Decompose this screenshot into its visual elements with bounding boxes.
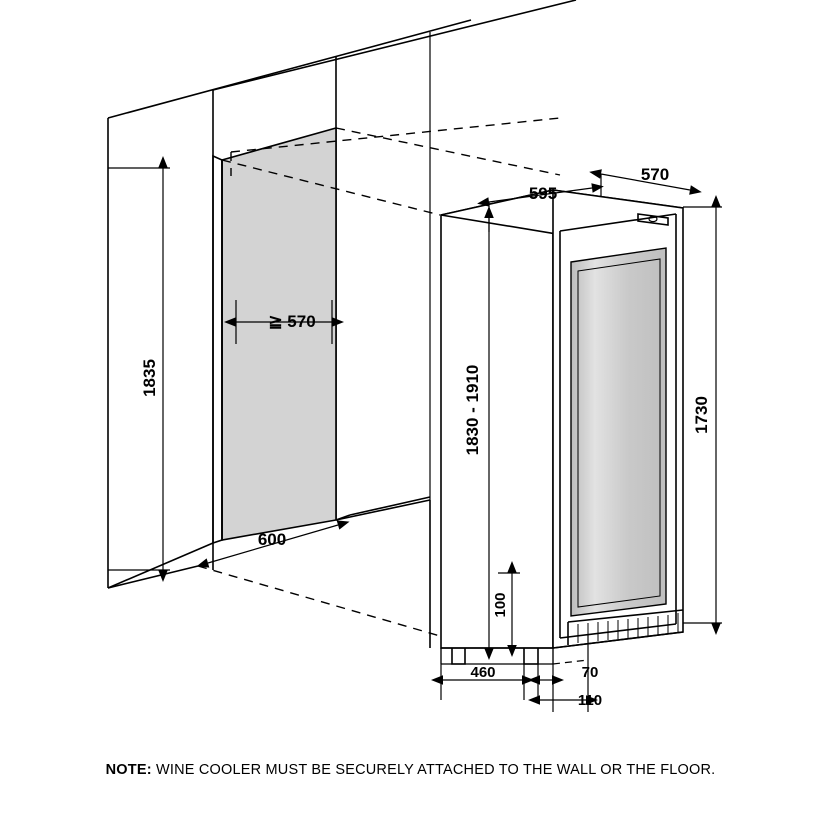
dim-label-cabinet-height: 1830 - 1910: [463, 364, 482, 456]
dim-label-foot-offset-total: 110: [577, 692, 603, 709]
dim-label-niche-height: 1835: [140, 359, 159, 397]
dim-label-cabinet-depth: 570: [640, 165, 670, 184]
dim-niche-height: [108, 168, 170, 570]
note-text: [0, 762, 821, 778]
note-body: WINE COOLER MUST BE SECURELY ATTACHED TO THE WALL OR THE FLOOR.: [151, 762, 716, 778]
dim-label-cabinet-width: 595: [528, 184, 558, 203]
note-lead: NOTE:: [105, 762, 152, 778]
dim-label-niche-width: 600: [257, 530, 287, 549]
dim-label-foot-width: 70: [581, 664, 599, 681]
dim-label-door-height: 1730: [692, 396, 711, 434]
dim-label-foot-offset-front: 460: [470, 664, 496, 681]
dim-label-plinth-height: 100: [492, 592, 509, 618]
dim-label-niche-depth: ≧ 570: [268, 312, 316, 331]
